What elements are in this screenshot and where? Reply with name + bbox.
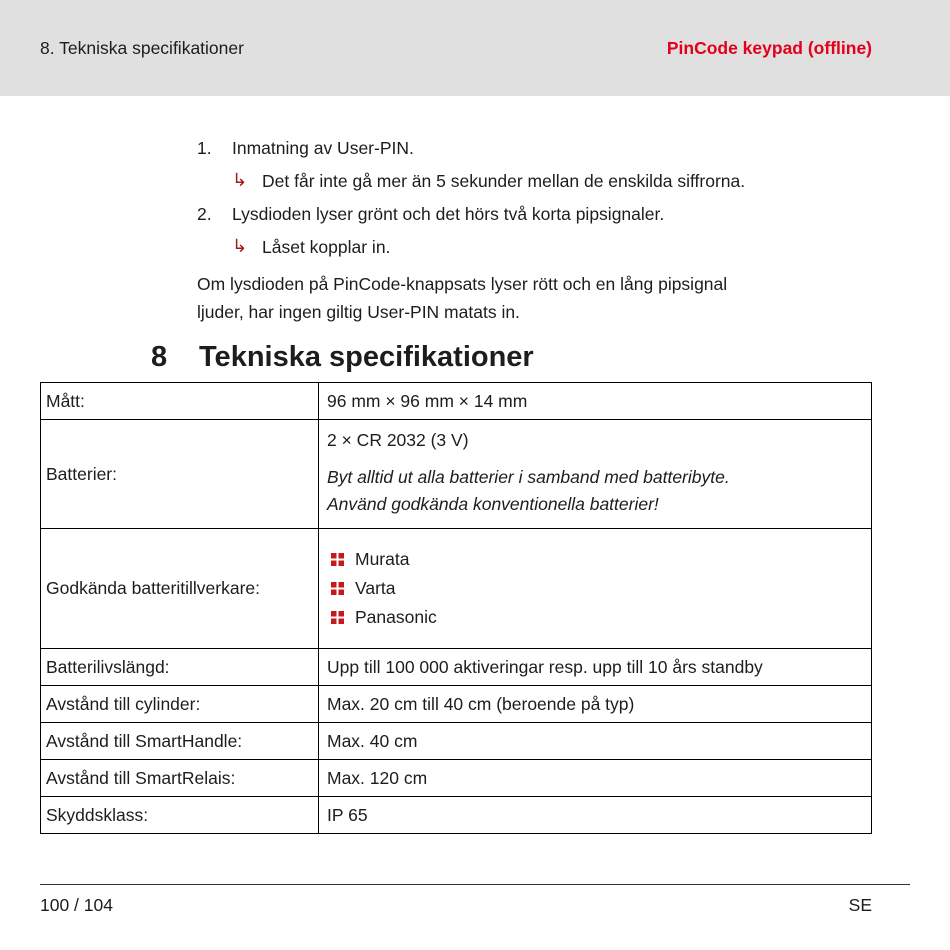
row-label: Avstånd till SmartHandle: bbox=[41, 723, 319, 760]
battery-value: 2 × CR 2032 (3 V) bbox=[327, 430, 469, 450]
manufacturer-name: Varta bbox=[355, 578, 396, 598]
table-row bbox=[41, 420, 872, 529]
row-value: Max. 40 cm bbox=[319, 723, 872, 760]
table-row bbox=[41, 383, 872, 420]
header-section-title: 8. Tekniska specifikationer bbox=[40, 37, 244, 58]
paragraph-line: Om lysdioden på PinCode-knappsats lyser rött och en lång pipsignal bbox=[197, 274, 728, 294]
row-value: Max. 120 cm bbox=[319, 760, 872, 797]
row-value bbox=[319, 529, 872, 649]
section-number: 8 bbox=[151, 341, 168, 373]
sub-item bbox=[232, 237, 950, 257]
row-label: Batterilivslängd: bbox=[41, 649, 319, 686]
language-code: SE bbox=[848, 895, 872, 915]
grid-bullet-icon bbox=[331, 553, 344, 566]
section-title: Tekniska specifikationer bbox=[199, 341, 534, 373]
list-item-text: Inmatning av User-PIN. bbox=[232, 138, 414, 158]
specifications-table bbox=[40, 382, 872, 834]
row-value: Upp till 100 000 aktiveringar resp. upp till 10 års standby bbox=[319, 649, 872, 686]
ordered-steps-list bbox=[197, 138, 950, 257]
manufacturer-name: Murata bbox=[355, 549, 410, 569]
list-item-number: 2. bbox=[197, 204, 212, 224]
list-item bbox=[197, 138, 950, 158]
row-label: Mått: bbox=[41, 383, 319, 420]
list-item-number: 1. bbox=[197, 138, 212, 158]
row-value: Max. 20 cm till 40 cm (beroende på typ) bbox=[319, 686, 872, 723]
grid-bullet-icon bbox=[331, 582, 344, 595]
row-label: Avstånd till SmartRelais: bbox=[41, 760, 319, 797]
grid-bullet-icon bbox=[331, 611, 344, 624]
row-value: IP 65 bbox=[319, 797, 872, 834]
manufacturer-name: Panasonic bbox=[355, 607, 437, 627]
list-item bbox=[197, 204, 950, 224]
body-paragraph bbox=[197, 270, 950, 326]
manufacturer-item bbox=[331, 578, 863, 599]
row-label: Avstånd till cylinder: bbox=[41, 686, 319, 723]
row-value bbox=[319, 420, 872, 529]
page-number: 100 / 104 bbox=[40, 895, 113, 915]
sub-item bbox=[232, 171, 950, 191]
table-row bbox=[41, 686, 872, 723]
row-label: Godkända batteritillverkare: bbox=[41, 529, 319, 649]
manufacturer-item bbox=[331, 549, 863, 570]
sub-item-text: Det får inte gå mer än 5 sekunder mellan de enskilda siffrorna. bbox=[262, 171, 746, 191]
table-row bbox=[41, 649, 872, 686]
battery-note-line: Byt alltid ut alla batterier i samband med batteribyte. bbox=[327, 467, 730, 487]
manufacturer-item bbox=[331, 607, 863, 628]
row-value: 96 mm × 96 mm × 14 mm bbox=[319, 383, 872, 420]
footer bbox=[40, 895, 872, 916]
row-label: Skyddsklass: bbox=[41, 797, 319, 834]
footer-divider bbox=[40, 884, 910, 885]
battery-note-line: Använd godkända konventionella batterier! bbox=[327, 494, 659, 514]
row-label: Batterier: bbox=[41, 420, 319, 529]
list-item-text: Lysdioden lyser grönt och det hörs två korta pipsignaler. bbox=[232, 204, 665, 224]
sub-item-text: Låset kopplar in. bbox=[262, 237, 391, 257]
section-heading bbox=[151, 340, 950, 374]
table-row bbox=[41, 723, 872, 760]
table-row bbox=[41, 797, 872, 834]
paragraph-line: ljuder, har ingen giltig User-PIN matats in. bbox=[197, 302, 520, 322]
result-arrow-icon: ↳ bbox=[232, 236, 248, 256]
page-header bbox=[0, 0, 950, 96]
battery-note bbox=[327, 464, 863, 518]
header-product-name: PinCode keypad (offline) bbox=[666, 37, 872, 58]
table-row bbox=[41, 760, 872, 797]
result-arrow-icon: ↳ bbox=[232, 170, 248, 190]
table-row bbox=[41, 529, 872, 649]
